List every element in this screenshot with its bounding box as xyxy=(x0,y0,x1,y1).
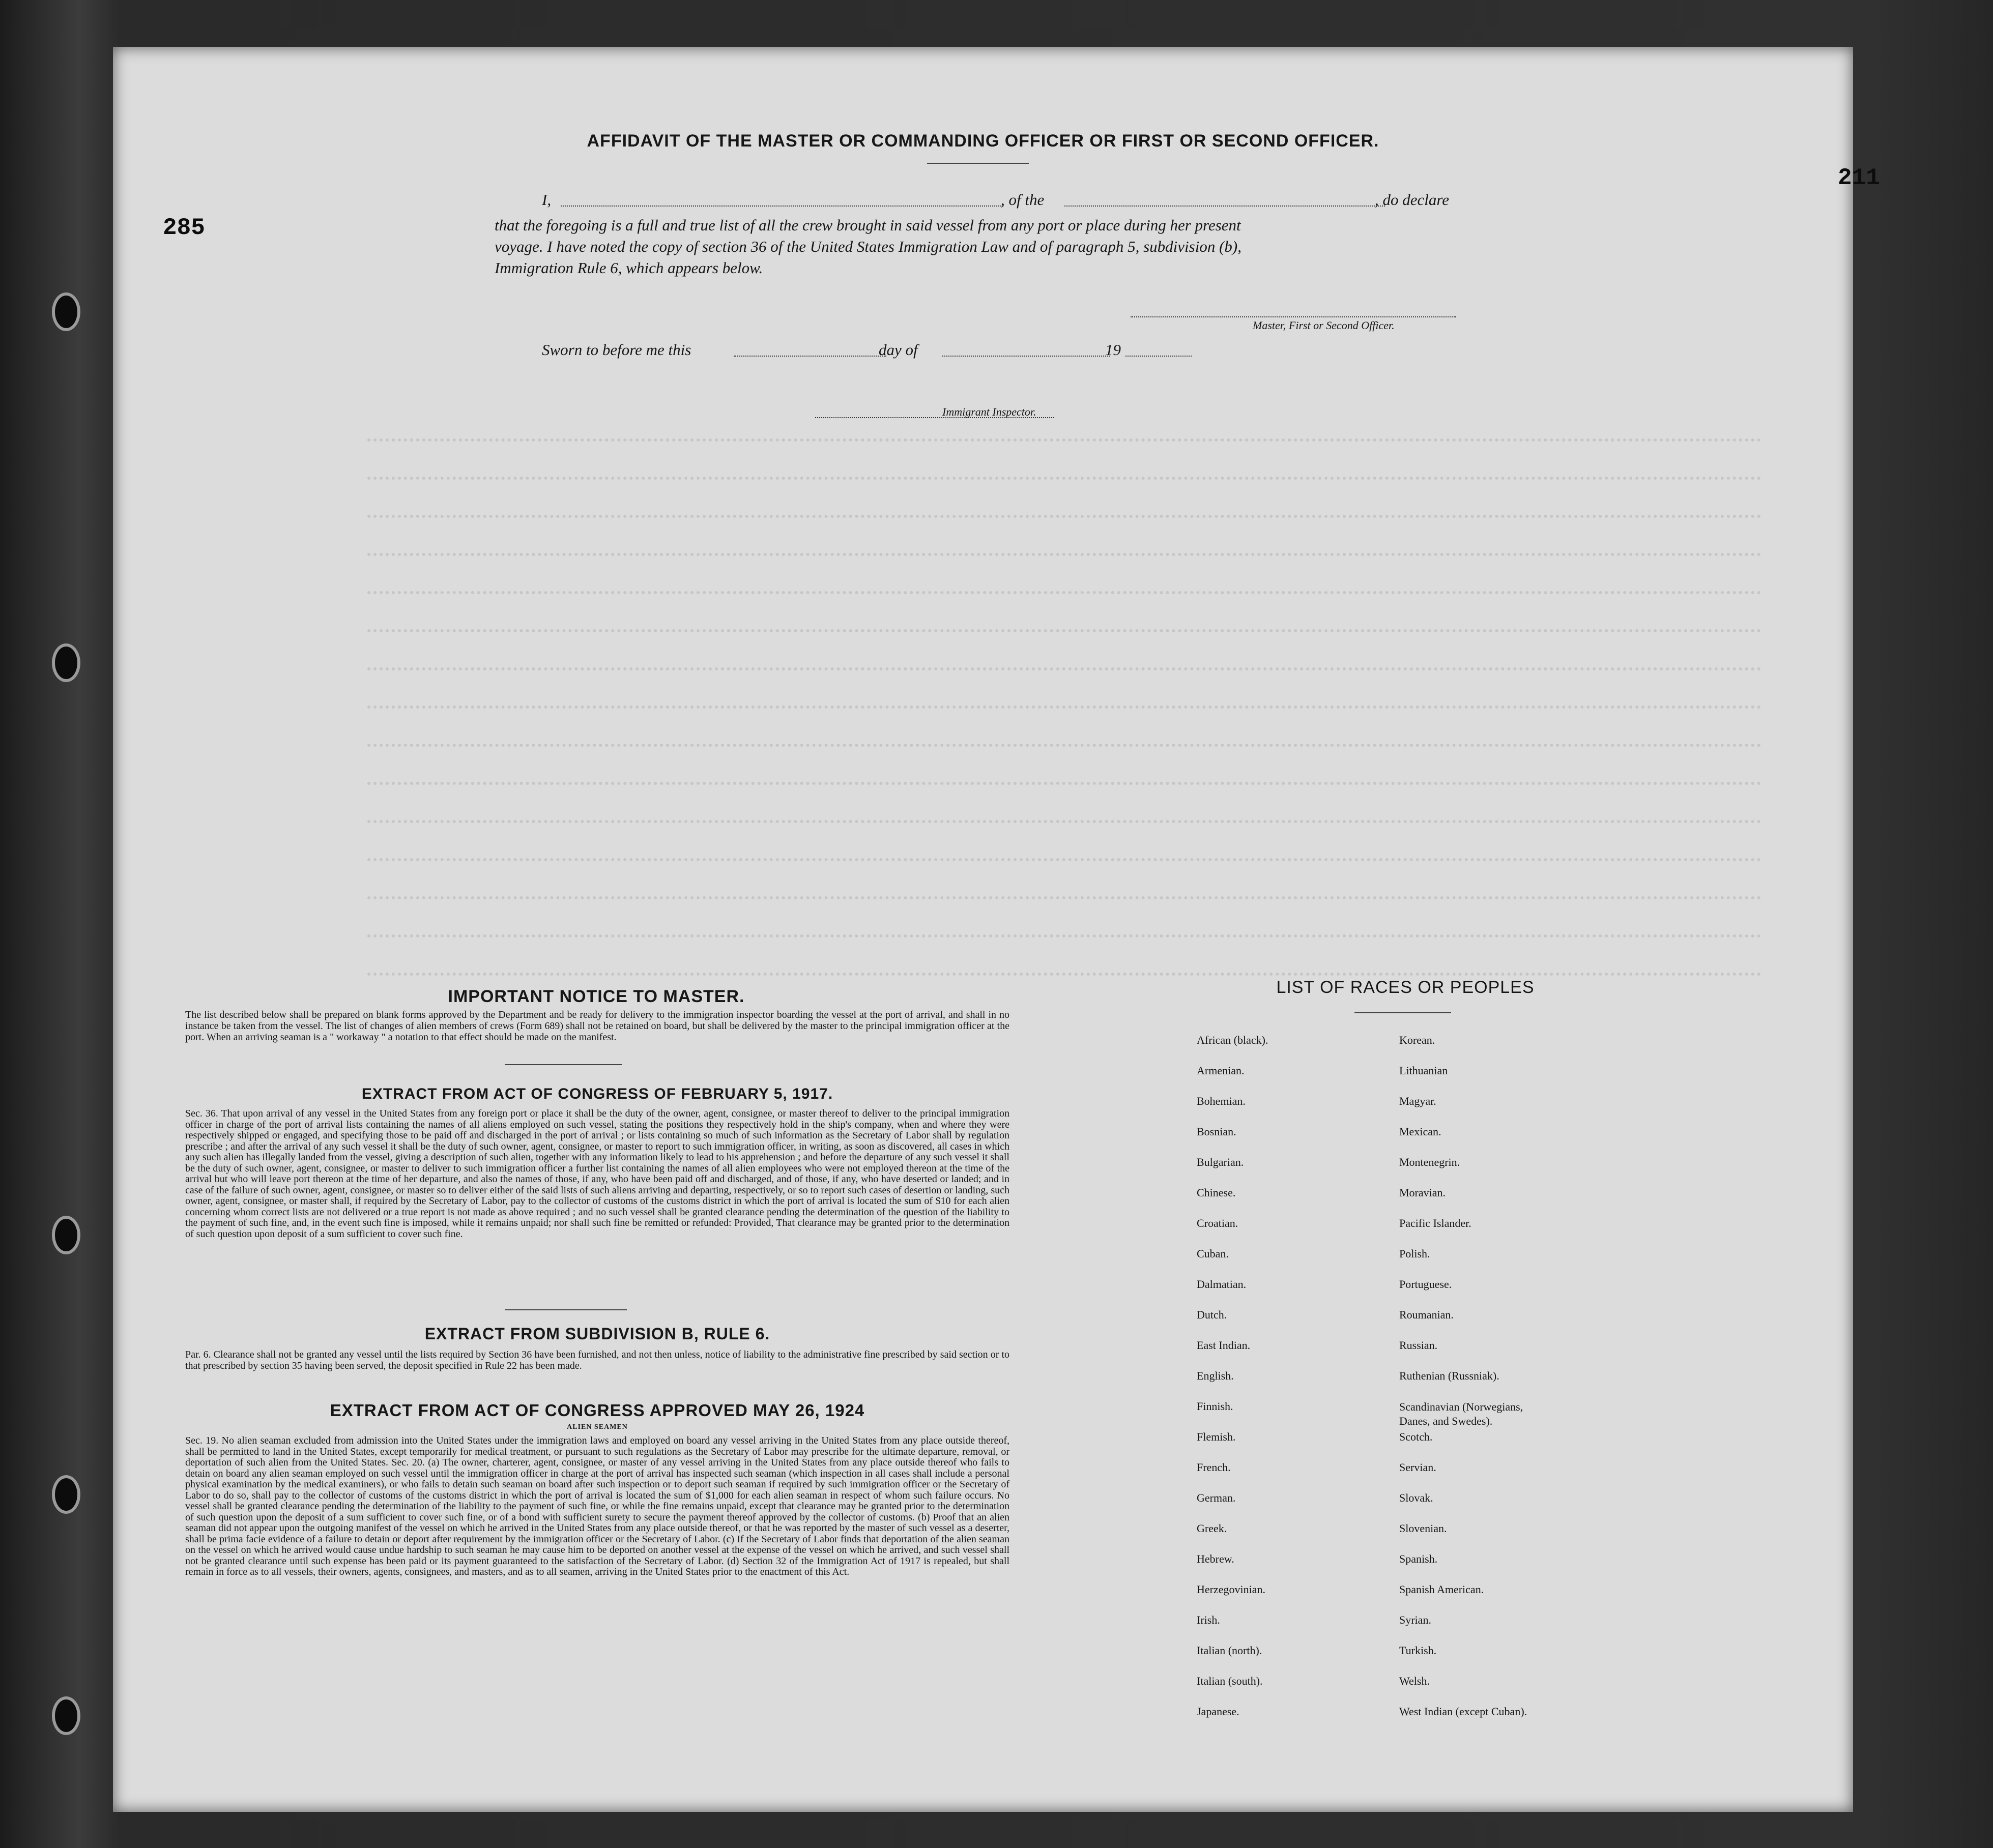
race-item: Pacific Islander. xyxy=(1399,1217,1471,1229)
race-item: Slovak. xyxy=(1399,1491,1433,1504)
race-item: Servian. xyxy=(1399,1461,1436,1474)
manifest-page xyxy=(113,47,1880,1812)
race-item: Greek. xyxy=(1197,1522,1227,1535)
extract-1917-title: EXTRACT FROM ACT OF CONGRESS OF FEBRUARY 5, 1917. xyxy=(361,1086,833,1102)
binder-hole xyxy=(52,1216,80,1254)
race-item: French. xyxy=(1197,1461,1231,1474)
race-item: Cuban. xyxy=(1197,1247,1229,1260)
binder-hole xyxy=(52,292,80,331)
sworn-year-field[interactable] xyxy=(1125,356,1192,357)
race-item: Russian. xyxy=(1399,1339,1438,1352)
race-item: Korean. xyxy=(1399,1034,1435,1046)
race-item: Welsh. xyxy=(1399,1675,1430,1687)
notice-text: The list described below shall be prepared on blank forms approved by the Department and be ready for delivery to the immigration inspector boarding the vessel at the port of arrival, and shall in no instance be taken from the vessel. The list of changes of alien members of crews (Form 689) shall not be retained on board, but shall be delivered by the master to the principal immigration officer at the port. When an arriving seaman is a " workaway " a notation to that effect should be made on the manifest. xyxy=(185,1009,1009,1043)
race-item: Lithuanian xyxy=(1399,1064,1448,1077)
section-rule xyxy=(505,1309,627,1310)
race-item: Mexican. xyxy=(1399,1125,1441,1138)
races-rule xyxy=(1354,1012,1451,1013)
race-item: Finnish. xyxy=(1197,1400,1233,1413)
inspector-caption: Immigrant Inspector. xyxy=(942,405,1036,418)
master-signature-field[interactable] xyxy=(1131,316,1456,317)
race-item: West Indian (except Cuban). xyxy=(1399,1705,1527,1718)
race-item: Croatian. xyxy=(1197,1217,1238,1229)
affidavit-line-3: voyage. I have noted the copy of section 36 of the United States Immigration Law and of paragraph 5, subdivision (b), xyxy=(495,238,1241,255)
race-item: Magyar. xyxy=(1399,1095,1436,1107)
race-item: Syrian. xyxy=(1399,1614,1431,1626)
race-item: Montenegrin. xyxy=(1399,1156,1460,1168)
race-item: Scotch. xyxy=(1399,1430,1433,1443)
race-item: Armenian. xyxy=(1197,1064,1245,1077)
race-item: Spanish. xyxy=(1399,1552,1438,1565)
sworn-month-field[interactable] xyxy=(942,356,1110,357)
race-item: African (black). xyxy=(1197,1034,1268,1046)
race-item: Polish. xyxy=(1399,1247,1430,1260)
race-item: Italian (south). xyxy=(1197,1675,1263,1687)
race-item: Japanese. xyxy=(1197,1705,1239,1718)
race-item: Dutch. xyxy=(1197,1308,1227,1321)
binder-hole xyxy=(52,1696,80,1735)
race-item: Bohemian. xyxy=(1197,1095,1246,1107)
notice-title: IMPORTANT NOTICE TO MASTER. xyxy=(448,987,745,1006)
sworn-label: Sworn to before me this xyxy=(542,341,691,359)
extract-1924-subtitle: ALIEN SEAMEN xyxy=(567,1423,628,1431)
race-item: English. xyxy=(1197,1369,1234,1382)
race-item: Chinese. xyxy=(1197,1186,1236,1199)
race-item: Bosnian. xyxy=(1197,1125,1236,1138)
extract-1924-title: EXTRACT FROM ACT OF CONGRESS APPROVED MAY 26, 1924 xyxy=(330,1401,865,1420)
race-item: Dalmatian. xyxy=(1197,1278,1247,1290)
affidavit-title: AFFIDAVIT OF THE MASTER OR COMMANDING OFFICER OR FIRST OR SECOND OFFICER. xyxy=(587,131,1379,151)
extract-1917-text: Sec. 36. That upon arrival of any vessel in the United States from any foreign port or place it shall be the duty of the owner, agent, consignee, or master thereof to deliver to the principal immigration officer in charge of the port of arrival lists containing the names of all aliens employed on such vessel, stating the positions they respectively hold in the ship's company, when and where they were respectively shipped or engaged, and specifying those to be paid off and discharged in the port of arrival ; or lists containing so much of such information as the Secretary of Labor shall by regulation prescribe ; and after the arrival of any such vessel it shall be the duty of such owner, agent, consignee, or master to report to such immigration officer, in writing, as soon as discovered, all cases in which any such alien has illegally landed from the vessel, giving a description of such alien, together with any information likely to lead to his apprehension ; and before the departure of any such vessel it shall be the duty of such owner, agent, consignee, or master to deliver to such immigration officer a further list containing the names of all alien employees who were not employed thereon at the time of the arrival but who will leave port thereon at the time of her departure, and also the names of those, if any, who have been paid off and discharged, and of those, if any, who have deserted or landed; and in case of the failure of such owner, agent, consignee, or master so to deliver either of the said lists of such aliens arriving and departing, respectively, or so to report such cases of desertion or landing, such owner, agent, consignee, or master shall, if required by the Secretary of Labor, pay to the collector of customs of the customs district in which the port of arrival is located the sum of $10 for each alien concerning whom correct lists are not delivered or a true report is not made as above required ; and no such vessel shall be granted clearance pending the determination of the question of the liability to the payment of such fine, and, in the event such fine is imposed, while it remains unpaid; nor shall such fine be remitted or refunded: Provided, That clearance may be granted prior to the determination of such question upon deposit of a sum sufficient to cover such fine. xyxy=(185,1108,1009,1240)
race-item: Moravian. xyxy=(1399,1186,1446,1199)
affidavit-i: I, xyxy=(542,191,552,209)
race-item: Irish. xyxy=(1197,1614,1220,1626)
binder-hole xyxy=(52,1475,80,1514)
vessel-name-field[interactable] xyxy=(1064,206,1385,207)
race-item: Roumanian. xyxy=(1399,1308,1454,1321)
day-of-label: day of xyxy=(879,341,918,359)
race-item: Scandinavian (Norwegians, Danes, and Swedes). xyxy=(1399,1400,1523,1427)
races-title: LIST OF RACES OR PEOPLES xyxy=(1276,978,1535,997)
extract-rule6-title: EXTRACT FROM SUBDIVISION B, RULE 6. xyxy=(424,1325,770,1343)
affidavit-of-the: , of the xyxy=(1001,191,1045,209)
race-item: German. xyxy=(1197,1491,1236,1504)
race-item: Portuguese. xyxy=(1399,1278,1452,1290)
race-item: Hebrew. xyxy=(1197,1552,1234,1565)
race-item: East Indian. xyxy=(1197,1339,1251,1352)
race-item: Herzegovinian. xyxy=(1197,1583,1265,1596)
extract-1924-text: Sec. 19. No alien seaman excluded from admission into the United States under the immigration laws and employed on board any vessel arriving in the United States from any place outside thereof, shall be permitted to land in the United States, except temporarily for medical treatment, or pursuant to such regulations as the Secretary of Labor may prescribe for the ultimate departure, removal, or deportation of such alien from the United States. Sec. 20. (a) The owner, charterer, agent, consignee, or master of any vessel arriving in the United States from any place outside thereof who fails to detain on board any alien seaman employed on such vessel until the immigration officer in charge at the port of arrival has inspected such seaman (which inspection in all cases shall include a personal physical examination by the medical examiners), or who fails to detain such seaman on board after such inspection or to deport such seaman if required by such immigration officer or the Secretary of Labor to do so, shall pay to the collector of customs of the customs district in which the port of arrival is located the sum of $1,000 for each alien seaman in respect of whom such failure occurs. No vessel shall be granted clearance pending the determination of the liability to the payment of such fine, or while the fine remains unpaid, except that clearance may be granted prior to the determination of such question upon the deposit of a sum sufficient to cover such fine, or of a bond with sufficient surety to secure the payment thereof approved by the collector of customs. (b) Proof that an alien seaman did not appear upon the outgoing manifest of the vessel on which he arrived in the United States from any place outside thereof, or that he was reported by the master of such vessel as a deserter, shall be prima facie evidence of a failure to detain or deport after requirement by the immigration officer or the Secretary of Labor. (c) If the Secretary of Labor finds that deportation of the alien seaman on the vessel on which he arrived would cause undue hardship to such seaman he may cause him to be deported on another vessel at the expense of the vessel on which he arrived, and such vessel shall not be granted clearance until such expense has been paid or its payment guaranteed to the satisfaction of the Secretary of Labor. (d) Section 32 of the Immigration Act of 1917 is repealed, but shall remain in force as to all vessels, their owners, agents, consignees, and masters, and as to all seamen, arriving in the United States prior to the enactment of this Act. xyxy=(185,1435,1009,1577)
page-number-left: 285 xyxy=(163,215,205,241)
race-item: Turkish. xyxy=(1399,1644,1437,1657)
affidavit-declare: , do declare xyxy=(1375,191,1450,209)
race-item: Flemish. xyxy=(1197,1430,1236,1443)
race-item: Bulgarian. xyxy=(1197,1156,1244,1168)
page-number-right: 211 xyxy=(1838,165,1880,191)
officer-name-field[interactable] xyxy=(561,206,1003,207)
sworn-date-field[interactable] xyxy=(734,356,886,357)
master-caption: Master, First or Second Officer. xyxy=(1253,319,1395,332)
race-item: Italian (north). xyxy=(1197,1644,1262,1657)
race-item: Ruthenian (Russniak). xyxy=(1399,1369,1499,1382)
affidavit-line-4: Immigration Rule 6, which appears below. xyxy=(495,259,763,277)
year-label: 19 xyxy=(1105,341,1121,359)
race-item: Spanish American. xyxy=(1399,1583,1484,1596)
race-item: Slovenian. xyxy=(1399,1522,1447,1535)
title-rule xyxy=(927,163,1029,164)
section-rule xyxy=(505,1064,622,1065)
affidavit-line-2: that the foregoing is a full and true list of all the crew brought in said vessel from any port or place during her present xyxy=(495,216,1241,234)
binder-hole xyxy=(52,643,80,682)
extract-rule6-text: Par. 6. Clearance shall not be granted any vessel until the lists required by Section 36 have been furnished, and not then unless, notice of liability to the administrative fine prescribed by said section or to that prescribed by section 35 having been served, the deposit specified in Rule 22 has been made. xyxy=(185,1349,1009,1371)
